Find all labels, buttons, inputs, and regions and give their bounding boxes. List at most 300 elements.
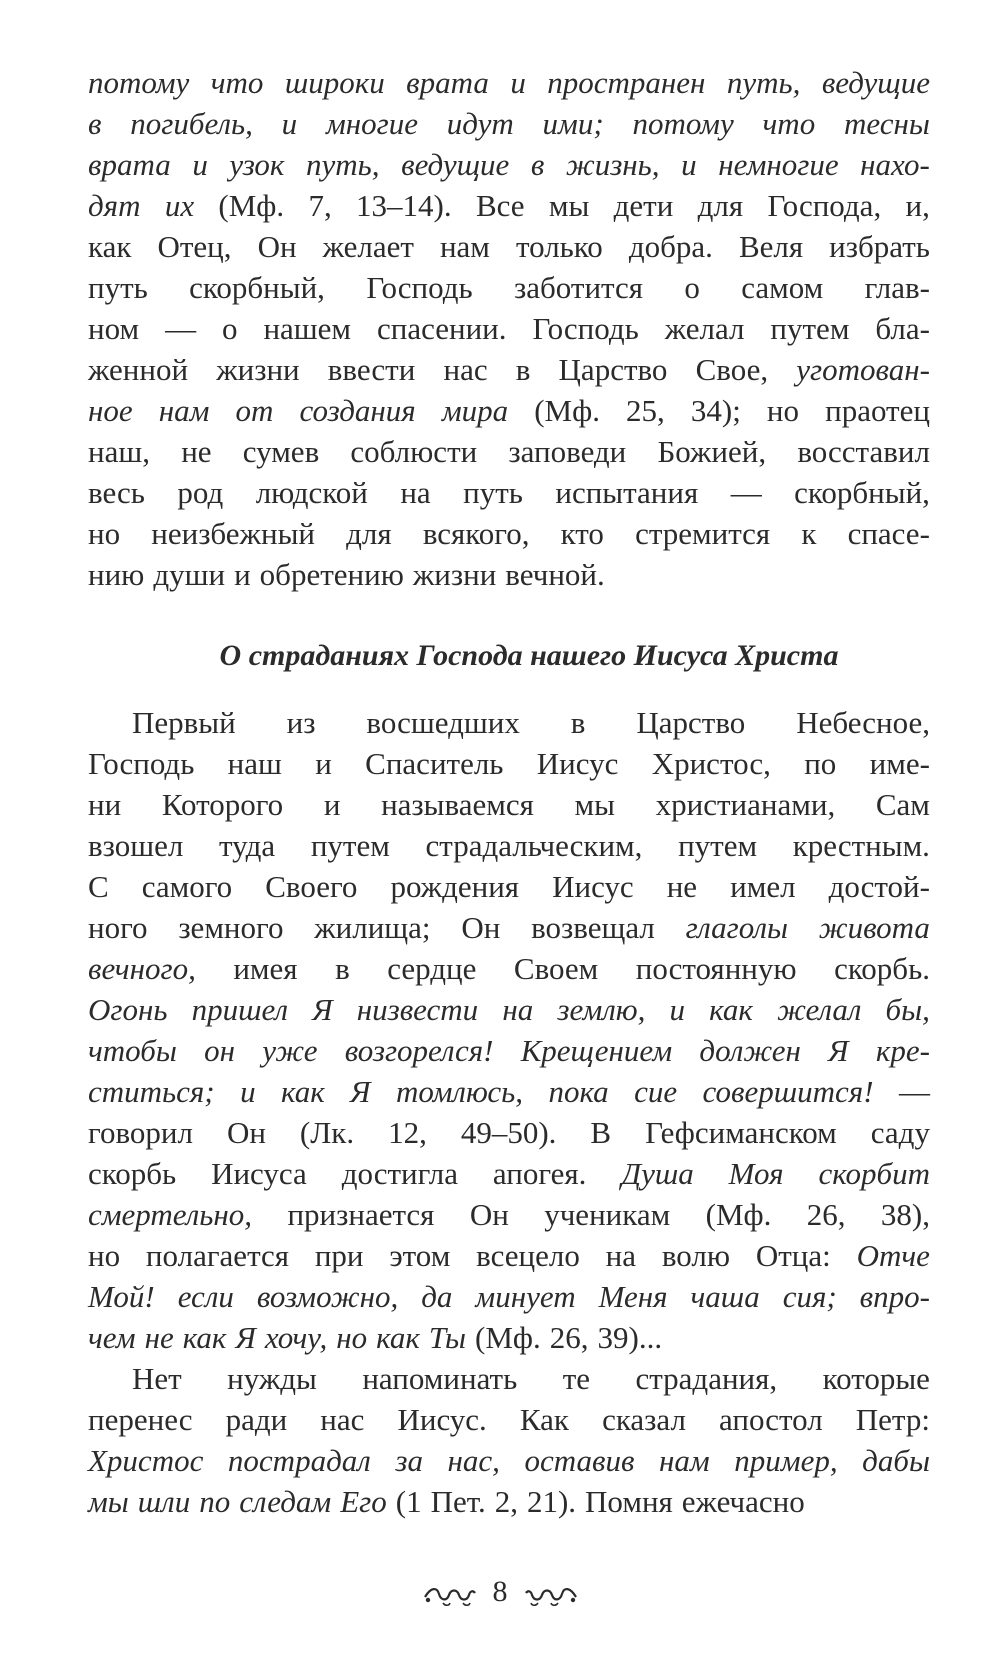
word: врата bbox=[88, 147, 171, 182]
word: Моя bbox=[728, 1156, 784, 1191]
word: нам bbox=[439, 229, 490, 264]
text-line bbox=[88, 103, 930, 144]
word: — bbox=[898, 1074, 930, 1109]
word: жизни bbox=[412, 557, 497, 592]
word: оставив bbox=[524, 1443, 635, 1478]
word: мы bbox=[88, 1484, 129, 1519]
word: путь, bbox=[306, 147, 380, 182]
word: ного bbox=[88, 910, 148, 945]
word: ради bbox=[225, 1402, 288, 1437]
word: но bbox=[766, 393, 800, 428]
word: в bbox=[570, 705, 586, 740]
word: туда bbox=[218, 828, 276, 863]
word: постоянную bbox=[635, 951, 797, 986]
word: 25, bbox=[626, 393, 665, 428]
word: (Мф. bbox=[705, 1197, 772, 1232]
word: жизнь, bbox=[565, 147, 660, 182]
word: не bbox=[144, 1320, 174, 1355]
text-line bbox=[88, 226, 930, 267]
word: в bbox=[335, 951, 350, 986]
text-line bbox=[88, 1153, 930, 1194]
word: Царство bbox=[558, 352, 668, 387]
word: но bbox=[88, 516, 121, 551]
text-line bbox=[88, 1030, 930, 1071]
word: по bbox=[199, 1484, 231, 1519]
word: ни bbox=[88, 787, 122, 822]
word: путь bbox=[463, 475, 523, 510]
word: дят bbox=[88, 188, 141, 223]
word: Божией, bbox=[657, 434, 767, 469]
word: Иисус bbox=[552, 869, 634, 904]
word: как bbox=[376, 1320, 420, 1355]
word: и bbox=[234, 557, 251, 592]
word: и bbox=[510, 65, 526, 100]
word: мы bbox=[548, 188, 590, 223]
word: 2, bbox=[494, 1484, 518, 1519]
word: этом bbox=[389, 1238, 451, 1273]
word: нас bbox=[320, 1402, 365, 1437]
word: спасении. bbox=[376, 311, 507, 346]
word: самого bbox=[141, 869, 233, 904]
word: страдальческим, bbox=[425, 828, 643, 863]
word: восшедших bbox=[366, 705, 520, 740]
word: многие bbox=[325, 106, 418, 141]
word: души bbox=[153, 557, 226, 592]
word: не bbox=[666, 869, 698, 904]
text-line bbox=[88, 390, 930, 431]
word: чтобы bbox=[88, 1033, 177, 1068]
word: их bbox=[164, 188, 195, 223]
word: мира bbox=[441, 393, 509, 428]
word: женной bbox=[88, 352, 189, 387]
word: наш bbox=[227, 746, 282, 781]
word: нашем bbox=[263, 311, 352, 346]
word: Меня bbox=[598, 1279, 668, 1314]
word: Господь bbox=[532, 311, 639, 346]
word: рождения bbox=[390, 869, 520, 904]
word: путем bbox=[770, 311, 850, 346]
word: полагается bbox=[145, 1238, 290, 1273]
word: Я bbox=[350, 1074, 371, 1109]
word: Он bbox=[461, 910, 501, 945]
word: Своего bbox=[265, 869, 358, 904]
word: скорбный, bbox=[189, 270, 325, 305]
word: пришел bbox=[191, 992, 289, 1027]
word: име- bbox=[869, 746, 930, 781]
word: Я bbox=[312, 992, 333, 1027]
word: дабы bbox=[862, 1443, 930, 1478]
word: уже bbox=[262, 1033, 318, 1068]
word: сие bbox=[634, 1074, 678, 1109]
word: узок bbox=[229, 147, 285, 182]
word: ститься; bbox=[88, 1074, 215, 1109]
word: да bbox=[421, 1279, 453, 1314]
word: широки bbox=[284, 65, 385, 100]
word: нужды bbox=[227, 1361, 317, 1396]
word: нам bbox=[158, 393, 210, 428]
word: перенес bbox=[88, 1402, 193, 1437]
word: Он bbox=[226, 1115, 266, 1150]
word: в bbox=[515, 352, 531, 387]
word: Помня bbox=[585, 1484, 673, 1519]
word: бы, bbox=[885, 992, 930, 1027]
page-number: 8 bbox=[492, 1575, 508, 1608]
word: пока bbox=[548, 1074, 609, 1109]
word: Душа bbox=[621, 1156, 694, 1191]
word: обретению bbox=[259, 557, 404, 592]
word: достой- bbox=[828, 869, 930, 904]
flourish-right-icon bbox=[520, 1581, 578, 1603]
word: сердце bbox=[387, 951, 477, 986]
word: на bbox=[605, 1238, 637, 1273]
word: потому bbox=[88, 65, 190, 100]
word: крестным. bbox=[792, 828, 930, 863]
word: напоминать bbox=[362, 1361, 518, 1396]
text-line bbox=[88, 431, 930, 472]
text-line bbox=[88, 1235, 930, 1276]
word: при bbox=[314, 1238, 364, 1273]
word: Господь bbox=[366, 270, 473, 305]
word: Иисуса bbox=[211, 1156, 307, 1191]
word: путь bbox=[88, 270, 148, 305]
word: потому bbox=[632, 106, 734, 141]
word: нахо- bbox=[860, 147, 930, 182]
word: — bbox=[165, 311, 197, 346]
word: Иисус bbox=[536, 746, 619, 781]
word: Пет. bbox=[430, 1484, 486, 1519]
word: страдания, bbox=[635, 1361, 778, 1396]
word: пример, bbox=[734, 1443, 838, 1478]
word: людской bbox=[255, 475, 368, 510]
word: жилища; bbox=[314, 910, 431, 945]
word: 38), bbox=[880, 1197, 930, 1232]
word: как bbox=[280, 1074, 325, 1109]
word: Нет bbox=[132, 1361, 182, 1396]
paragraph-2 bbox=[88, 702, 930, 1358]
word: Его bbox=[340, 1484, 387, 1519]
word: жизни bbox=[216, 352, 300, 387]
word: и bbox=[315, 746, 332, 781]
word: немногие bbox=[718, 147, 839, 182]
word: скорбный, bbox=[794, 475, 930, 510]
text-line bbox=[88, 1358, 930, 1399]
word: самом bbox=[741, 270, 824, 305]
word: Господа, bbox=[767, 188, 882, 223]
word: наш, bbox=[88, 434, 150, 469]
word: чем bbox=[88, 1320, 136, 1355]
word: кре- bbox=[875, 1033, 930, 1068]
word: Ты bbox=[428, 1320, 467, 1355]
word: в bbox=[88, 106, 102, 141]
word: Он bbox=[469, 1197, 509, 1232]
word: ном bbox=[88, 311, 140, 346]
text-line bbox=[88, 1194, 930, 1235]
text-line bbox=[88, 267, 930, 308]
word: Сам bbox=[875, 787, 930, 822]
word: те bbox=[562, 1361, 591, 1396]
word: шли bbox=[137, 1484, 191, 1519]
word: (Мф. bbox=[475, 1320, 541, 1355]
text-line bbox=[88, 866, 930, 907]
word: заботится bbox=[514, 270, 643, 305]
word: сказал bbox=[602, 1402, 686, 1437]
word: по bbox=[804, 746, 837, 781]
word: скорбь bbox=[88, 1156, 177, 1191]
word: на bbox=[502, 992, 534, 1027]
word: что bbox=[762, 106, 816, 141]
word: избрать bbox=[829, 229, 930, 264]
text-line bbox=[88, 1481, 930, 1522]
page-text bbox=[88, 62, 930, 1522]
text-line bbox=[88, 349, 930, 390]
word: к bbox=[801, 516, 817, 551]
word: глаголы bbox=[685, 910, 789, 945]
word: имея bbox=[233, 951, 298, 986]
word: Царство bbox=[636, 705, 746, 740]
word: Огонь bbox=[88, 992, 168, 1027]
word: Петр: bbox=[855, 1402, 930, 1437]
word: имел bbox=[730, 869, 796, 904]
word: что bbox=[210, 65, 264, 100]
word: уготован- bbox=[796, 352, 930, 387]
word: Спаситель bbox=[365, 746, 504, 781]
word: но bbox=[88, 1238, 121, 1273]
word: и, bbox=[905, 188, 930, 223]
text-line bbox=[88, 1071, 930, 1112]
word: живота bbox=[818, 910, 930, 945]
word: должен bbox=[699, 1033, 801, 1068]
text-line bbox=[88, 1276, 930, 1317]
section-heading: О страданиях Господа нашего Иисуса Христа bbox=[219, 639, 839, 672]
word: стремится bbox=[635, 516, 771, 551]
word: возможно, bbox=[256, 1279, 399, 1314]
text-line bbox=[88, 702, 930, 743]
word: из bbox=[286, 705, 316, 740]
word: сумев bbox=[242, 434, 320, 469]
word: Христос, bbox=[651, 746, 771, 781]
text-line bbox=[88, 62, 930, 103]
word: Мой! bbox=[88, 1279, 155, 1314]
word: Крещением bbox=[520, 1033, 673, 1068]
word: неизбежный bbox=[151, 516, 315, 551]
text-line bbox=[88, 554, 930, 595]
text-line bbox=[88, 185, 930, 226]
word: земного bbox=[178, 910, 284, 945]
word: хочу, bbox=[264, 1320, 328, 1355]
word: признается bbox=[287, 1197, 435, 1232]
word: весь bbox=[88, 475, 145, 510]
word: нас bbox=[443, 352, 488, 387]
word: томлюсь, bbox=[395, 1074, 524, 1109]
word: всецело bbox=[476, 1238, 580, 1273]
flourish-left-icon bbox=[423, 1581, 481, 1603]
word: Гефсиманском bbox=[645, 1115, 837, 1150]
word: и bbox=[281, 106, 298, 141]
word: (1 bbox=[395, 1484, 422, 1519]
word: 26, bbox=[806, 1197, 846, 1232]
word: апогея. bbox=[492, 1156, 587, 1191]
word: идут bbox=[446, 106, 514, 141]
word: Все bbox=[475, 188, 525, 223]
word: пространен bbox=[547, 65, 706, 100]
word: Отца: bbox=[755, 1238, 831, 1273]
word: тесны bbox=[844, 106, 930, 141]
word: Своем bbox=[513, 951, 599, 986]
word: возвещал bbox=[531, 910, 655, 945]
word: для bbox=[346, 516, 392, 551]
word: и bbox=[192, 147, 208, 182]
word: путь, bbox=[726, 65, 801, 100]
text-line bbox=[88, 513, 930, 554]
text-line bbox=[88, 989, 930, 1030]
word: 12, bbox=[388, 1115, 427, 1150]
word: 21). bbox=[526, 1484, 577, 1519]
word: глав- bbox=[864, 270, 930, 305]
word: путем bbox=[310, 828, 390, 863]
word: минует bbox=[475, 1279, 576, 1314]
word: скорбит bbox=[818, 1156, 930, 1191]
word: землю, bbox=[557, 992, 646, 1027]
word: о bbox=[684, 270, 700, 305]
word: ведущие bbox=[821, 65, 930, 100]
word: совершится! bbox=[702, 1074, 874, 1109]
word: путем bbox=[678, 828, 758, 863]
word: ведущие bbox=[401, 147, 510, 182]
word: ввести bbox=[327, 352, 416, 387]
word: бла- bbox=[875, 311, 930, 346]
word: Я bbox=[235, 1320, 256, 1355]
word: спасе- bbox=[847, 516, 930, 551]
word: (Мф. bbox=[218, 188, 285, 223]
word: 34); bbox=[690, 393, 741, 428]
word: за bbox=[395, 1443, 423, 1478]
word: чаша bbox=[690, 1279, 760, 1314]
word: как bbox=[88, 229, 132, 264]
word: 49–50). bbox=[460, 1115, 557, 1150]
word: нам bbox=[659, 1443, 710, 1478]
word: Небесное, bbox=[796, 705, 930, 740]
word: Свое, bbox=[695, 352, 769, 387]
text-line bbox=[88, 1440, 930, 1481]
word: саду bbox=[870, 1115, 930, 1150]
word: говорил bbox=[88, 1115, 193, 1150]
word: Веля bbox=[738, 229, 804, 264]
text-line bbox=[88, 825, 930, 866]
word: дети bbox=[613, 188, 674, 223]
word: всякого, bbox=[422, 516, 530, 551]
word: добра. bbox=[628, 229, 713, 264]
word: вечного, bbox=[88, 951, 196, 986]
word: ими; bbox=[542, 106, 604, 141]
word: (Лк. bbox=[299, 1115, 355, 1150]
word: Христос bbox=[88, 1443, 204, 1478]
word: С bbox=[88, 869, 109, 904]
word: апостол bbox=[719, 1402, 823, 1437]
word: взошел bbox=[88, 828, 184, 863]
word: 7, bbox=[308, 188, 332, 223]
word: как bbox=[709, 992, 753, 1027]
word: пострадал bbox=[227, 1443, 371, 1478]
word: как bbox=[182, 1320, 227, 1355]
paragraph-3 bbox=[88, 1358, 930, 1522]
word: соблюсти bbox=[350, 434, 478, 469]
word: Которого bbox=[161, 787, 284, 822]
page-footer bbox=[0, 1575, 1000, 1609]
word: впро- bbox=[859, 1279, 930, 1314]
word: — bbox=[730, 475, 762, 510]
word: христианами, bbox=[655, 787, 836, 822]
word: Отец, bbox=[157, 229, 232, 264]
word: ежечасно bbox=[681, 1484, 805, 1519]
word: только bbox=[515, 229, 603, 264]
word: Как bbox=[519, 1402, 569, 1437]
text-line bbox=[88, 743, 930, 784]
word: Я bbox=[828, 1033, 849, 1068]
word: от bbox=[235, 393, 274, 428]
word: Первый bbox=[132, 705, 236, 740]
word: мы bbox=[574, 787, 615, 822]
text-line bbox=[88, 1399, 930, 1440]
word: ное bbox=[88, 393, 133, 428]
word: желал bbox=[777, 992, 862, 1027]
word: нию bbox=[88, 557, 145, 592]
word: Господь bbox=[88, 746, 195, 781]
word: заповеди bbox=[508, 434, 627, 469]
word: не bbox=[181, 434, 212, 469]
word: ученикам bbox=[544, 1197, 671, 1232]
text-line bbox=[88, 948, 930, 989]
word: Отче bbox=[856, 1238, 930, 1273]
word: желал bbox=[664, 311, 745, 346]
text-line bbox=[88, 144, 930, 185]
word: и bbox=[240, 1074, 256, 1109]
word: восставил bbox=[797, 434, 930, 469]
word: для bbox=[697, 188, 744, 223]
word: 39)... bbox=[597, 1320, 663, 1355]
word: желает bbox=[322, 229, 414, 264]
word: создания bbox=[299, 393, 416, 428]
word: он bbox=[204, 1033, 236, 1068]
word: низвести bbox=[356, 992, 479, 1027]
paragraph-1 bbox=[88, 62, 930, 595]
word: вечной. bbox=[505, 557, 605, 592]
text-line bbox=[88, 784, 930, 825]
word: врата bbox=[406, 65, 489, 100]
word: о bbox=[222, 311, 238, 346]
word: и bbox=[681, 147, 697, 182]
word: в bbox=[530, 147, 545, 182]
text-line bbox=[88, 1317, 930, 1358]
word: на bbox=[400, 475, 431, 510]
word: достигла bbox=[341, 1156, 459, 1191]
word: следам bbox=[239, 1484, 332, 1519]
text-line bbox=[88, 308, 930, 349]
word: праотец bbox=[825, 393, 930, 428]
word: но bbox=[336, 1320, 368, 1355]
word: Он bbox=[257, 229, 297, 264]
word: возгорелся! bbox=[344, 1033, 494, 1068]
word: и bbox=[323, 787, 341, 822]
word: кто bbox=[560, 516, 604, 551]
word: скорбь. bbox=[834, 951, 930, 986]
word: Иисус. bbox=[397, 1402, 487, 1437]
word: если bbox=[177, 1279, 234, 1314]
word: род bbox=[177, 475, 224, 510]
word: нас, bbox=[447, 1443, 500, 1478]
text-line bbox=[88, 1112, 930, 1153]
word: испытания bbox=[555, 475, 699, 510]
word: сия; bbox=[782, 1279, 837, 1314]
